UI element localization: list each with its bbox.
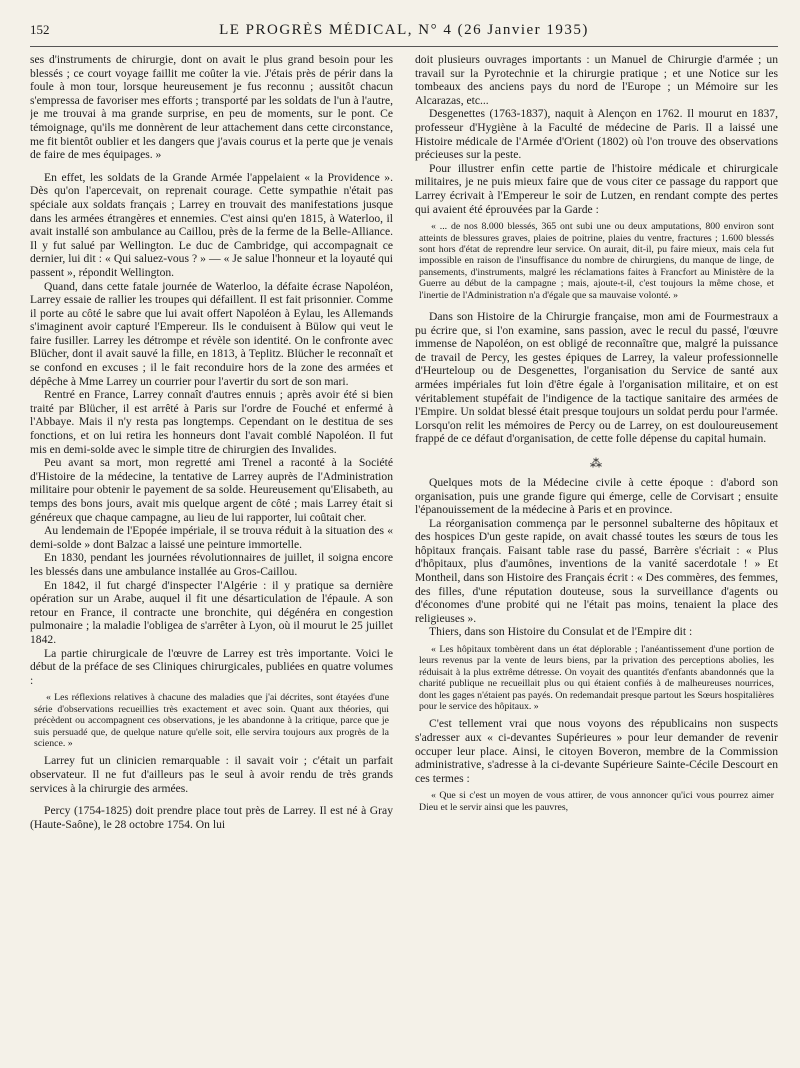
text-columns xyxy=(30,53,778,1052)
quoted-passage: « ... de nos 8.000 blessés, 365 ont subi une ou deux amputations, 800 environ sont atteints de blessures graves, plaies de poitrine, plaies du ventre, fractures ; 1.600 blessés sont hors d'état de reprendre leur service. On aurait, dit-il, pu faire mieux, mais cela fut impossible en raison de l'insuffisance du nombre de chirurgiens, du manque de linge, de pansements, d'instruments, malgré les réclamations faites à Francfort au Ministère de la Guerre au début de la campagne ; mais, ajoute-t-il, c'est toujours la même chose, et l'inertie de l'Administration n'a d'égale que sa mauvaise volonté. » xyxy=(419,221,774,301)
paragraph: Rentré en France, Larrey connaît d'autres ennuis ; après avoir été si bien traité par Blücher, il est arrêté à Paris sur l'ordre de Fouché et enfermé à l'Abbaye. Mais il n'y resta pas longtemps. Cependant on le destitua de ses fonctions, et on lui retira les honneurs dont l'avait comblé Napoléon. Il fut mis en demi-solde avec le simple titre de chirurgien des Invalides. xyxy=(30,388,393,456)
right-column xyxy=(415,53,778,1052)
paragraph: Desgenettes (1763-1837), naquit à Alençon en 1762. Il mourut en 1837, professeur d'Hygiène à la Faculté de médecine de Paris. Il a laissé une Histoire médicale de l'Armée d'Orient (1802) où l'on trouve des observations précieuses sur la peste. xyxy=(415,107,778,162)
journal-title: LE PROGRÈS MÉDICAL, N° 4 (26 Janvier 1935) xyxy=(219,22,589,38)
paragraph: C'est tellement vrai que nous voyons des républicains non suspects s'adresser aux « ci-devantes Supérieures » pour leur demander de revenir occuper leur place. Ainsi, le citoyen Boveron, membre de la Commission administrative, s'adresse à la ci-devante Supérieure Sainte-Cécile Descourt en ces termes : xyxy=(415,717,778,785)
left-column xyxy=(30,53,393,1052)
paragraph: La réorganisation commença par le personnel subalterne des hôpitaux et des hospices D'un geste rapide, on avait chassé toutes les sœurs de tous les hôpitaux français. Faisant table rase du passé, Barrère s'écriait : « Plus d'hôpitaux, plus d'aumônes, inventions de la vanité sacerdotale ! » Et Montheil, dans son Histoire des Français écrit : « Des commères, des femmes, des filles, d'une réputation douteuse, sous la surveillance d'agents ou d'économes d'une probité qui ne l'était pas moins, tenaient la place des religieuses ». xyxy=(415,516,778,625)
section-divider-asterism: ⁂ xyxy=(590,455,603,470)
journal-page xyxy=(30,22,778,1052)
paragraph: Larrey fut un clinicien remarquable : il savait voir ; c'était un parfait observateur. Il ne fut d'ailleurs pas le seul à avoir rendu de très grands services à la chirurgie des armées. xyxy=(30,754,393,795)
paragraph: doit plusieurs ouvrages importants : un Manuel de Chirurgie d'armée ; un travail sur la Pyrotechnie et la chirurgie pratique ; et une Notice sur les tombeaux des anciens pays du nord de l'Europe ; un Mémoire sur les Alcarazas, etc... xyxy=(415,53,778,107)
paragraph: En 1830, pendant les journées révolutionnaires de juillet, il soigna encore les blessés dans une ambulance installée au Gros-Caillou. xyxy=(30,551,393,578)
paragraph: Quelques mots de la Médecine civile à cette époque : d'abord son organisation, puis une grande figure qui émerge, celle de Corvisart ; ensuite l'épanouissement de la médecine à Paris et en province. xyxy=(415,475,778,517)
paragraph: La partie chirurgicale de l'œuvre de Larrey est très importante. Voici le début de la préface de ses Cliniques chirurgicales, publiées en quatre volumes : xyxy=(30,646,393,687)
paragraph: En effet, les soldats de la Grande Armée l'appelaient « la Providence ». Dès qu'on l'apercevait, on reprenait courage. Cette sympathie n'était pas spéciale aux soldats français ; Larrey en trouvait des manifestations jusque dans les armées étrangères et ennemies. C'est ainsi qu'en 1815, à Waterloo, il avait installé son ambulance au Caillou, près de la ferme de la Belle-Alliance. Il y fut salué par Wellington. Le duc de Cambridge, qui accompagnait ce dernier, lui dit : « Qui saluez-vous ? » — « Je salue l'honneur et la loyauté qui passent », répondit Wellington. xyxy=(30,170,393,279)
paragraph: ses d'instruments de chirurgie, dont on avait le plus grand besoin pour les blessés ; ce court voyage faillit me coûter la vie. J'étais près de périr dans la foule à mon tour, lorsque heureusement je fus reconnu ; aussitôt chacun s'empressa de favoriser mes efforts ; transporté par les soldats de l'un à l'autre, je me trouvai à ma grande surprise, en peu de moments, sur le pont. Ce témoignage, qu'ils me donnèrent de leur attachement dans cette circonstance, me fit bientôt oublier et les dangers que j'avais courus et la perte que je venais de faire de mes équipages. » xyxy=(30,53,393,162)
page-header xyxy=(30,22,778,47)
page-number: 152 xyxy=(30,22,50,37)
paragraph: Percy (1754-1825) doit prendre place tout près de Larrey. Il est né à Gray (Haute-Saône), le 28 octobre 1754. On lui xyxy=(30,804,393,831)
quoted-passage: « Que si c'est un moyen de vous attirer, de vous annoncer qu'ici vous pourrez aimer Dieu et le servir ainsi que les pauvres, xyxy=(419,790,774,813)
paragraph: Thiers, dans son Histoire du Consulat et de l'Empire dit : xyxy=(429,625,693,639)
paragraph: Dans son Histoire de la Chirurgie française, mon ami de Fourmestraux a pu écrire que, si l'on examine, sans passion, avec le recul du passé, l'œuvre immense de Napoléon, on est obligé de reconnaître que, malgré la puissance de travail de Percy, les gestes épiques de Larrey, la valeur professionnelle d'Heurteloup ou de Desgenettes, l'organisation du Service de santé aux armées impériales fut loin d'être égale à l'organisation militaire, et on est véritablement stupéfait de l'indigence de la tactique sanitaire des armées de l'Empire. Un soldat blessé était presque toujours un soldat perdu pour l'armée. Lorsqu'on relit les mémoires de Percy ou de Larrey, on est douloureusement frappé de ce défaut d'organisation, de cette folle dépense du capital humain. xyxy=(415,309,778,446)
paragraph: En 1842, il fut chargé d'inspecter l'Algérie : il y pratique sa dernière opération sur un Arabe, auquel il fit une désarticulation de l'épaule. A son retour en France, il contracte une bronchite, qui dégénéra en congestion pulmonaire ; la maladie l'obligea de s'arrêter à Lyon, où il mourut le 25 juillet 1842. xyxy=(30,578,393,646)
paragraph: Peu avant sa mort, mon regretté ami Trenel a raconté à la Société d'Histoire de la médecine, la tentative de Larrey auprès de l'Administration militaire pour obtenir le payement de sa solde. Heureusement qu'Elisabeth, au temps des bons jours, avait mis quelque argent de côté ; mais Larrey était si généreux que chaque campagne, au lieu de lui rapporter, lui coûtait cher. xyxy=(30,456,393,524)
paragraph: Pour illustrer enfin cette partie de l'histoire médicale et chirurgicale militaires, je ne puis mieux faire que de vous citer ce passage du rapport que Larrey écrivait à l'Empereur le soir de Lutzen, en rendant compte des pertes qui avaient été éprouvées par la Garde : xyxy=(415,161,778,216)
paragraph: Au lendemain de l'Epopée impériale, il se trouva réduit à la situation des « demi-solde » dont Balzac a laissé une peinture immortelle. xyxy=(30,524,393,551)
paragraph: Quand, dans cette fatale journée de Waterloo, la défaite écrase Napoléon, Larrey essaie de rallier les troupes qui défaillent. Il est fait prisonnier. Comme il porte au côté le sabre que lui avait offert Napoléon à Eylau, les Allemands s'imaginent avoir capturé l'Empereur. Ils le conduisent à Bülow qui veut le faire fusiller. Larrey les détrompe et révèle son identité. On le confronte avec Blücher, dont il avait sauvé la fille, en 1813, à Teplitz. Blücher le reconnaît et se confond en excuses ; il le fait reconduire hors de la zone des armées et dépêche à Mme Larrey un courrier pour l'avertir du sort de son mari. xyxy=(30,279,393,388)
quoted-passage: « Les réflexions relatives à chacune des maladies que j'ai décrites, sont étayées d'une série d'observations recueillies très exactement et avec soin. Quant aux théories, qui précèdent ou accompagnent ces observations, je les abandonne à la critique, parce que je suis persuadé que, de quelque nature qu'elle soit, elle servira toujours aux progrès de la science. » xyxy=(34,692,389,749)
quoted-passage: « Les hôpitaux tombèrent dans un état déplorable ; l'anéantissement d'une portion de leurs revenus par la vente de leurs biens, par la privation des perceptions abolies, les réduisait à la plus extrême détresse. On voyait des quantités d'enfants abandonnés que la charité publique ne recueillait plus ou qui étaient confiés à de malheureuses nourrices, dont les gages n'étaient pas payés. On redemandait presque partout les Sœurs hospitalières pour le service des hôpitaux. » xyxy=(419,644,774,713)
